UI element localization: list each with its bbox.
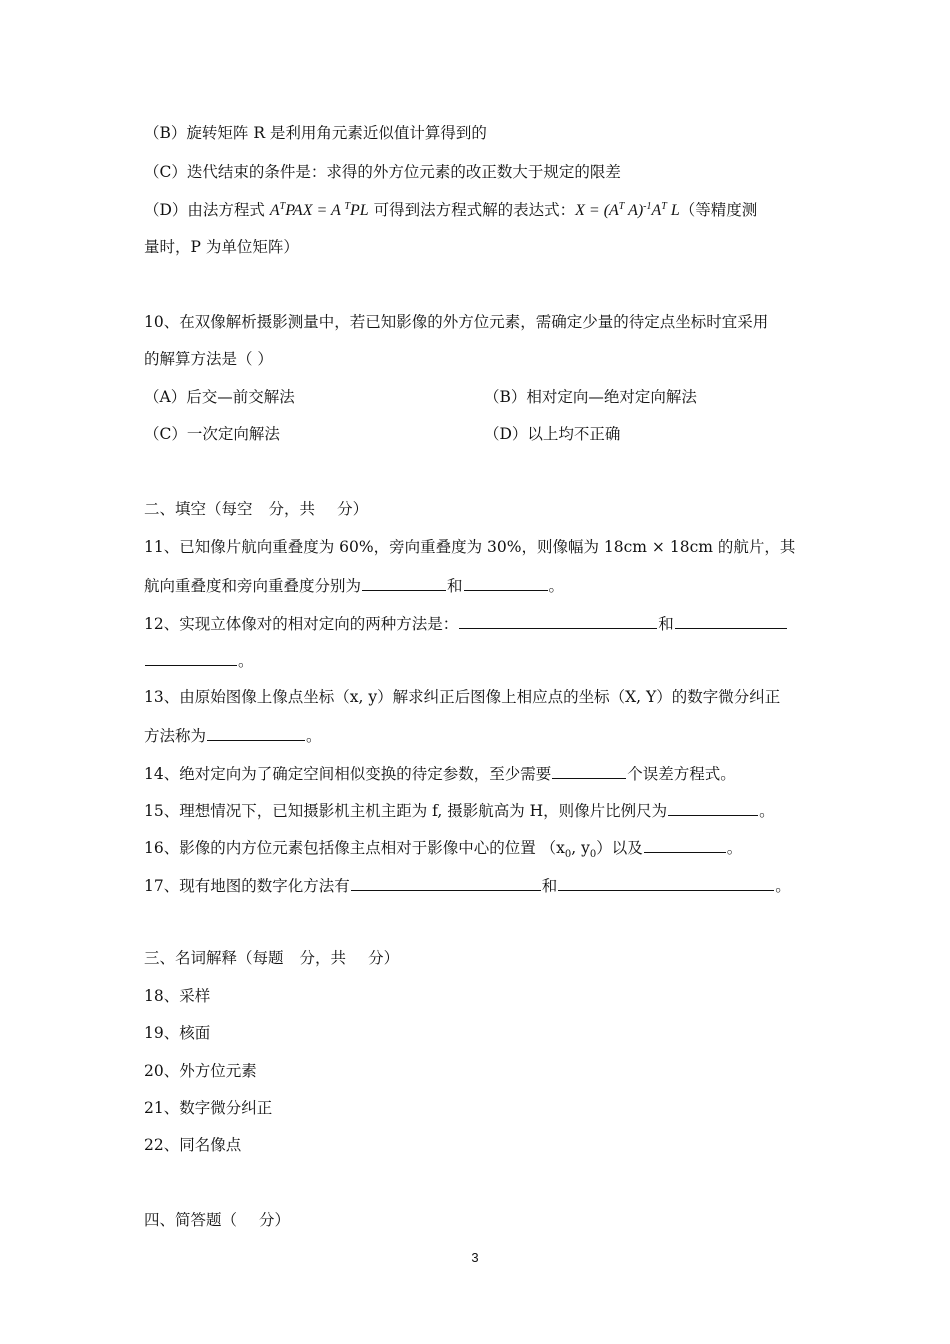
q12-line2: 。 [144, 647, 808, 671]
solution-expression: $X = (A^T$ $A)^{-1}A^T$ L [575, 201, 680, 219]
normal-equation: $A^TPAX = A$ $^T$PL [269, 201, 369, 219]
q12-blank-1[interactable] [459, 610, 657, 629]
page-number: 3 [471, 1250, 479, 1265]
q10-option-c: （C）一次定向解法 [144, 425, 280, 443]
q14-line: 14、绝对定向为了确定空间相似变换的待定参数，至少需要 个误差方程式。 [144, 760, 808, 784]
q13-line1: 13、由原始图像上像点坐标（x, y）解求纠正后图像上相应点的坐标（X, Y）的数字微分纠正 [144, 688, 781, 706]
q15-blank[interactable] [668, 797, 758, 816]
term-item: 22、同名像点 [144, 1136, 242, 1154]
q14-blank[interactable] [552, 760, 626, 779]
q10-options-row2 [144, 422, 808, 446]
q10-stem-line1: 10、在双像解析摄影测量中，若已知影像的外方位元素，需确定少量的待定点坐标时宜采用 [144, 313, 769, 331]
q17-line: 17、现有地图的数字化方法有 和 。 [144, 872, 808, 896]
q17-blank-1[interactable] [351, 872, 541, 891]
q16-line: 16、影像的内方位元素包括像主点相对于影像中心的位置 （$x_0$, $y_0$）以及 。 [144, 834, 808, 858]
term-item: 21、数字微分纠正 [144, 1099, 273, 1117]
q9-option-d: （D）由法方程式 $A^TPAX = A$ $^T$PL 可得到法方程式解的表达式：$X = (A^T$ $A)^{-1}A^T$ L（等精度测 [144, 201, 758, 219]
term-item: 19、核面 [144, 1024, 211, 1042]
q15-line: 15、理想情况下，已知摄影机主机主距为 f, 摄影航高为 H，则像片比例尺为 。 [144, 797, 808, 821]
q11-line1: 11、已知像片航向重叠度为 60%，旁向重叠度为 30%，则像幅为 18cm × 18cm 的航片，其 [144, 538, 796, 556]
q11-blank-1[interactable] [362, 572, 446, 591]
section-3-heading: 三、名词解释（每题 分，共 分） [144, 949, 400, 967]
q10-option-a: （A）后交—前交解法 [144, 388, 295, 406]
q13-blank[interactable] [207, 722, 305, 741]
q9-option-d-cont: 量时，P 为单位矩阵） [144, 238, 299, 256]
q10-option-b: （B）相对定向—绝对定向解法 [484, 388, 697, 406]
q11-line2: 航向重叠度和旁向重叠度分别为 和 。 [144, 572, 808, 596]
q11-blank-2[interactable] [464, 572, 548, 591]
q12-blank-2[interactable] [675, 610, 787, 629]
q17-blank-2[interactable] [558, 872, 774, 891]
q10-stem-line2: 的解算方法是（ ） [144, 350, 273, 368]
term-item: 20、外方位元素 [144, 1062, 257, 1080]
q13-line2: 方法称为 。 [144, 722, 808, 746]
q12-line1: 12、实现立体像对的相对定向的两种方法是： 和 [144, 610, 808, 634]
q10-options-row1 [144, 385, 808, 409]
term-item: 18、采样 [144, 987, 211, 1005]
section-4-heading: 四、简答题（ 分） [144, 1211, 291, 1229]
q10-option-d: （D）以上均不正确 [484, 425, 621, 443]
q12-blank-2-cont[interactable] [145, 647, 237, 666]
q16-blank[interactable] [644, 834, 726, 853]
q9-option-b: （B）旋转矩阵 R 是利用角元素近似值计算得到的 [144, 124, 487, 142]
section-2-heading: 二、填空（每空 分，共 分） [144, 500, 369, 518]
q9-option-c: （C）迭代结束的条件是：求得的外方位元素的改正数大于规定的限差 [144, 163, 621, 181]
